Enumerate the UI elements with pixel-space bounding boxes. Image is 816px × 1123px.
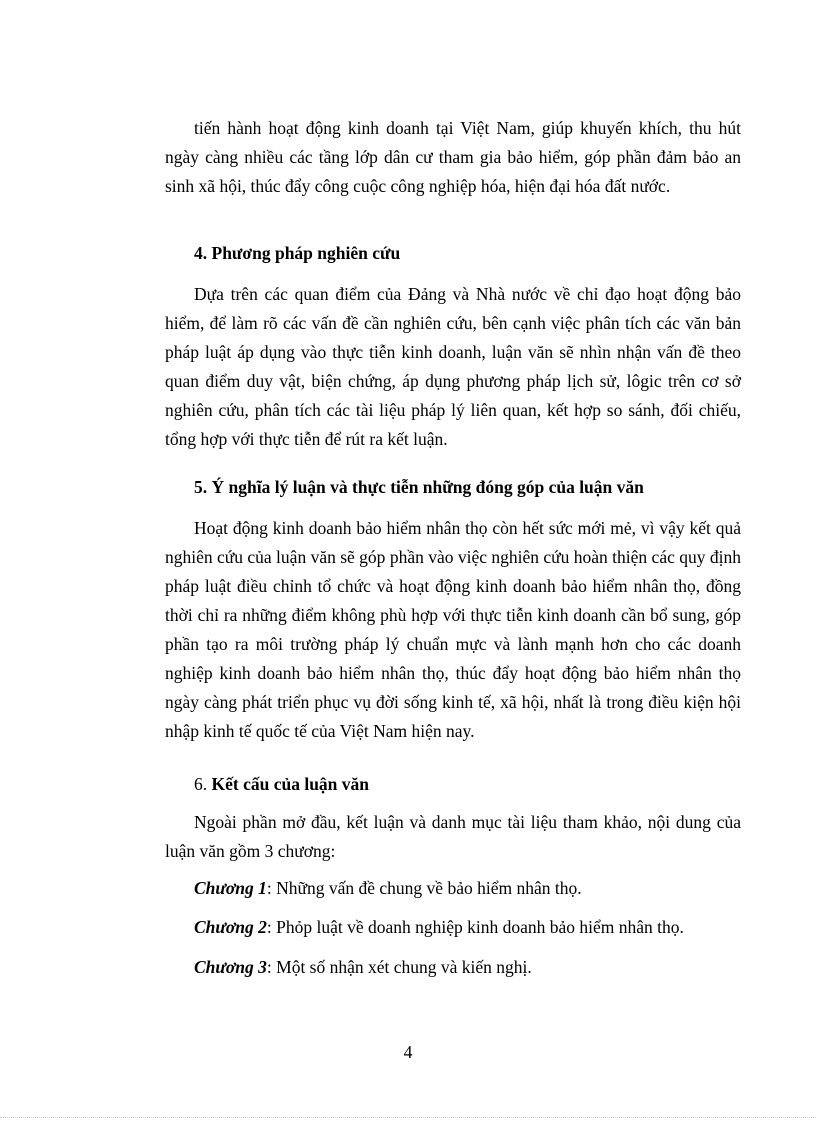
section-5-body (165, 514, 741, 746)
section-6-body (165, 808, 741, 866)
chapter-label: Chương 1 (194, 878, 267, 898)
section-6-title: Kết cấu của luận văn (211, 774, 370, 794)
chapter-label: Chương 3 (194, 957, 267, 977)
section-6-paragraph: Ngoài phần mở đầu, kết luận và danh mục tài liệu tham khảo, nội dung của luận văn gồm 3 chương: (165, 812, 741, 861)
section-4-body (165, 280, 741, 454)
section-4 (165, 239, 741, 268)
section-4-heading: 4. Phương pháp nghiên cứu (194, 243, 401, 263)
chapter-text: : Phỏp luật về doanh nghiệp kinh doanh bảo hiểm nhân thọ. (266, 917, 684, 937)
section-6 (165, 770, 741, 799)
section-5 (165, 473, 741, 502)
chapter-text: : Những vấn đề chung về bảo hiểm nhân thọ. (266, 878, 582, 898)
chapter-item (165, 913, 741, 942)
chapter-item (165, 953, 741, 982)
page-number: 4 (403, 1042, 413, 1062)
continuation-paragraph: tiến hành hoạt động kinh doanh tại Việt Nam, giúp khuyến khích, thu hút ngày càng nhiều các tầng lớp dân cư tham gia bảo hiểm, góp phần đảm bảo an sinh xã hội, thúc đẩy công cuộc công nghiệp hóa, hiện đại hóa đất nước. (165, 118, 741, 196)
section-5-heading: 5. Ý nghĩa lý luận và thực tiễn những đóng góp của luận văn (194, 477, 644, 497)
page-bottom-rule (0, 1117, 816, 1118)
chapter-label: Chương 2 (194, 917, 267, 937)
section-6-number: 6. (194, 774, 208, 794)
chapter-text: : Một số nhận xét chung và kiến nghị. (266, 957, 532, 977)
continuation-block (165, 114, 741, 201)
section-4-paragraph: Dựa trên các quan điểm của Đảng và Nhà nước về chỉ đạo hoạt động bảo hiểm, để làm rõ các vấn đề cần nghiên cứu, bên cạnh việc phân tích các văn bản pháp luật áp dụng vào thực tiễn kinh doanh, luận văn sẽ nhìn nhận vấn đề theo quan điểm duy vật, biện chứng, áp dụng phương pháp lịch sử, lôgic trên cơ sở nghiên cứu, phân tích các tài liệu pháp lý liên quan, kết hợp so sánh, đối chiếu, tổng hợp với thực tiễn để rút ra kết luận. (165, 284, 741, 449)
section-6-heading (165, 770, 741, 799)
chapter-item (165, 874, 741, 903)
section-5-paragraph: Hoạt động kinh doanh bảo hiểm nhân thọ còn hết sức mới mẻ, vì vậy kết quả nghiên cứu của luận văn sẽ góp phần vào việc nghiên cứu hoàn thiện các quy định pháp luật điều chỉnh tổ chức và hoạt động kinh doanh bảo hiểm nhân thọ, đồng thời chỉ ra những điểm không phù hợp với thực tiễn kinh doanh cần bổ sung, góp phần tạo ra môi trường pháp lý chuẩn mực và lành mạnh hơn cho các doanh nghiệp kinh doanh bảo hiểm nhân thọ, thúc đẩy hoạt động bảo hiểm nhân thọ ngày càng phát triển phục vụ đời sống kinh tế, xã hội, nhất là trong điều kiện hội nhập kinh tế quốc tế của Việt Nam hiện nay. (165, 518, 741, 741)
